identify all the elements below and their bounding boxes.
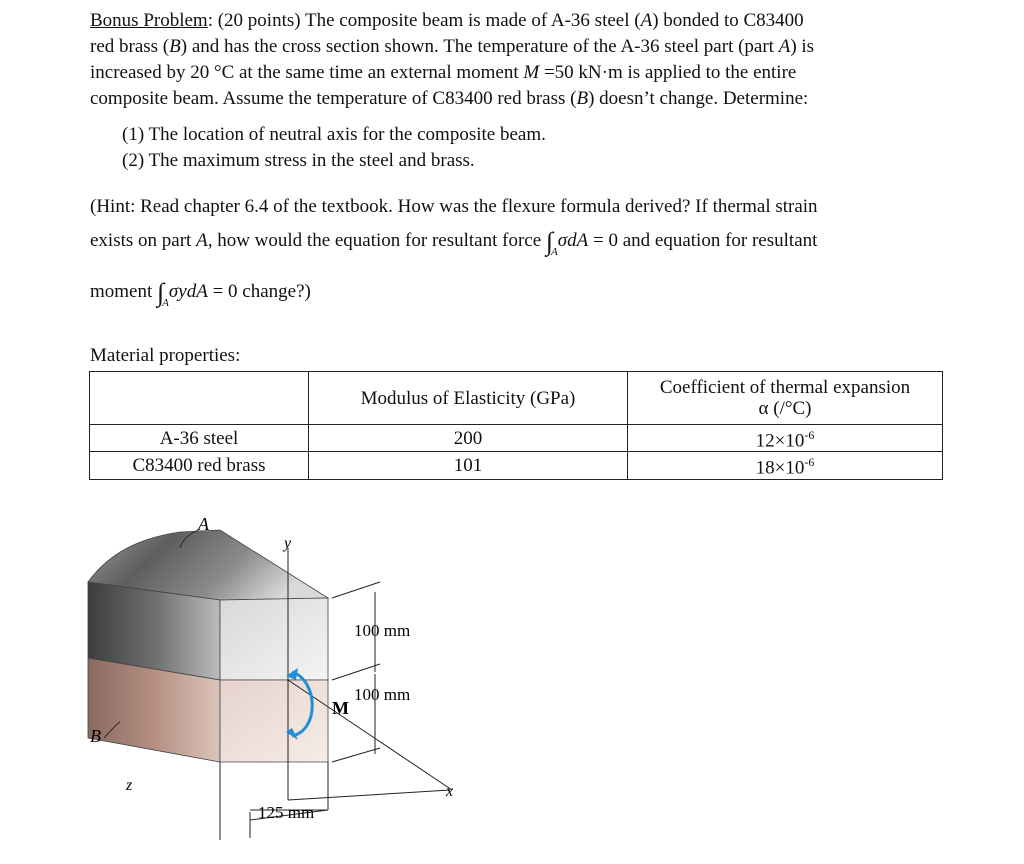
label-a: A	[198, 514, 209, 534]
composite-beam-figure	[70, 500, 490, 860]
label-moment: M	[332, 698, 349, 718]
material-modulus: 101	[309, 452, 628, 479]
dim-width-label: 125 mm	[258, 803, 315, 822]
force-equation: σdA	[557, 230, 589, 251]
header-cte: Coefficient of thermal expansion α (/°C)	[628, 372, 943, 425]
integral-symbol: ∫	[157, 278, 165, 307]
material-cte: $12\times 10^{-6}$	[628, 425, 943, 452]
question-list	[122, 122, 950, 174]
material-properties-title: Material properties:	[90, 345, 241, 366]
material-cte: $18\times 10^{-6}$	[628, 452, 943, 479]
label-z-axis: z	[126, 777, 133, 794]
label-b: B	[90, 726, 101, 746]
table-row	[90, 425, 943, 452]
question-1: (1) The location of neutral axis for the composite beam.	[122, 124, 546, 145]
material-modulus: 200	[309, 425, 628, 452]
table-header-row	[90, 372, 943, 425]
question-2: (2) The maximum stress in the steel and brass.	[122, 150, 475, 171]
moment-equation: σydA	[168, 281, 208, 302]
hint-paragraph: (Hint: Read chapter 6.4 of the textbook. How was the flexure formula derived? If thermal strain exists on part A, how would the equation for resultant force $\int_A\sigma dA = 0$ and equation for resultant moment $\int_A\sigma ydA = 0$ change?)	[90, 196, 818, 309]
header-modulus: Modulus of Elasticity (GPa)	[309, 372, 628, 425]
steel-part-a	[88, 530, 328, 680]
problem-statement: Bonus Problem: (20 points) The composite beam is made of A-36 steel (A) bonded to C83400 red brass (B) and has the cross section shown. The temperature of the A-36 steel part (part A) is increased by 20 °C at the same time an external moment M =50 kN·m is applied to the entire composite beam. Assume the temperature of C83400 red brass (B) doesn’t change. Determine:	[90, 10, 815, 109]
material-name: C83400 red brass	[90, 452, 309, 479]
dim-top-label: 100 mm	[354, 621, 411, 640]
material-name: A-36 steel	[90, 425, 309, 452]
table-row	[90, 452, 943, 479]
material-properties-table	[89, 371, 943, 480]
label-y-axis: y	[284, 535, 292, 552]
problem-text	[90, 8, 950, 320]
dim-bottom-label: 100 mm	[354, 685, 411, 704]
label-x-axis: x	[446, 783, 454, 800]
bonus-heading: Bonus Problem	[90, 10, 208, 31]
integral-symbol: ∫	[545, 227, 554, 256]
